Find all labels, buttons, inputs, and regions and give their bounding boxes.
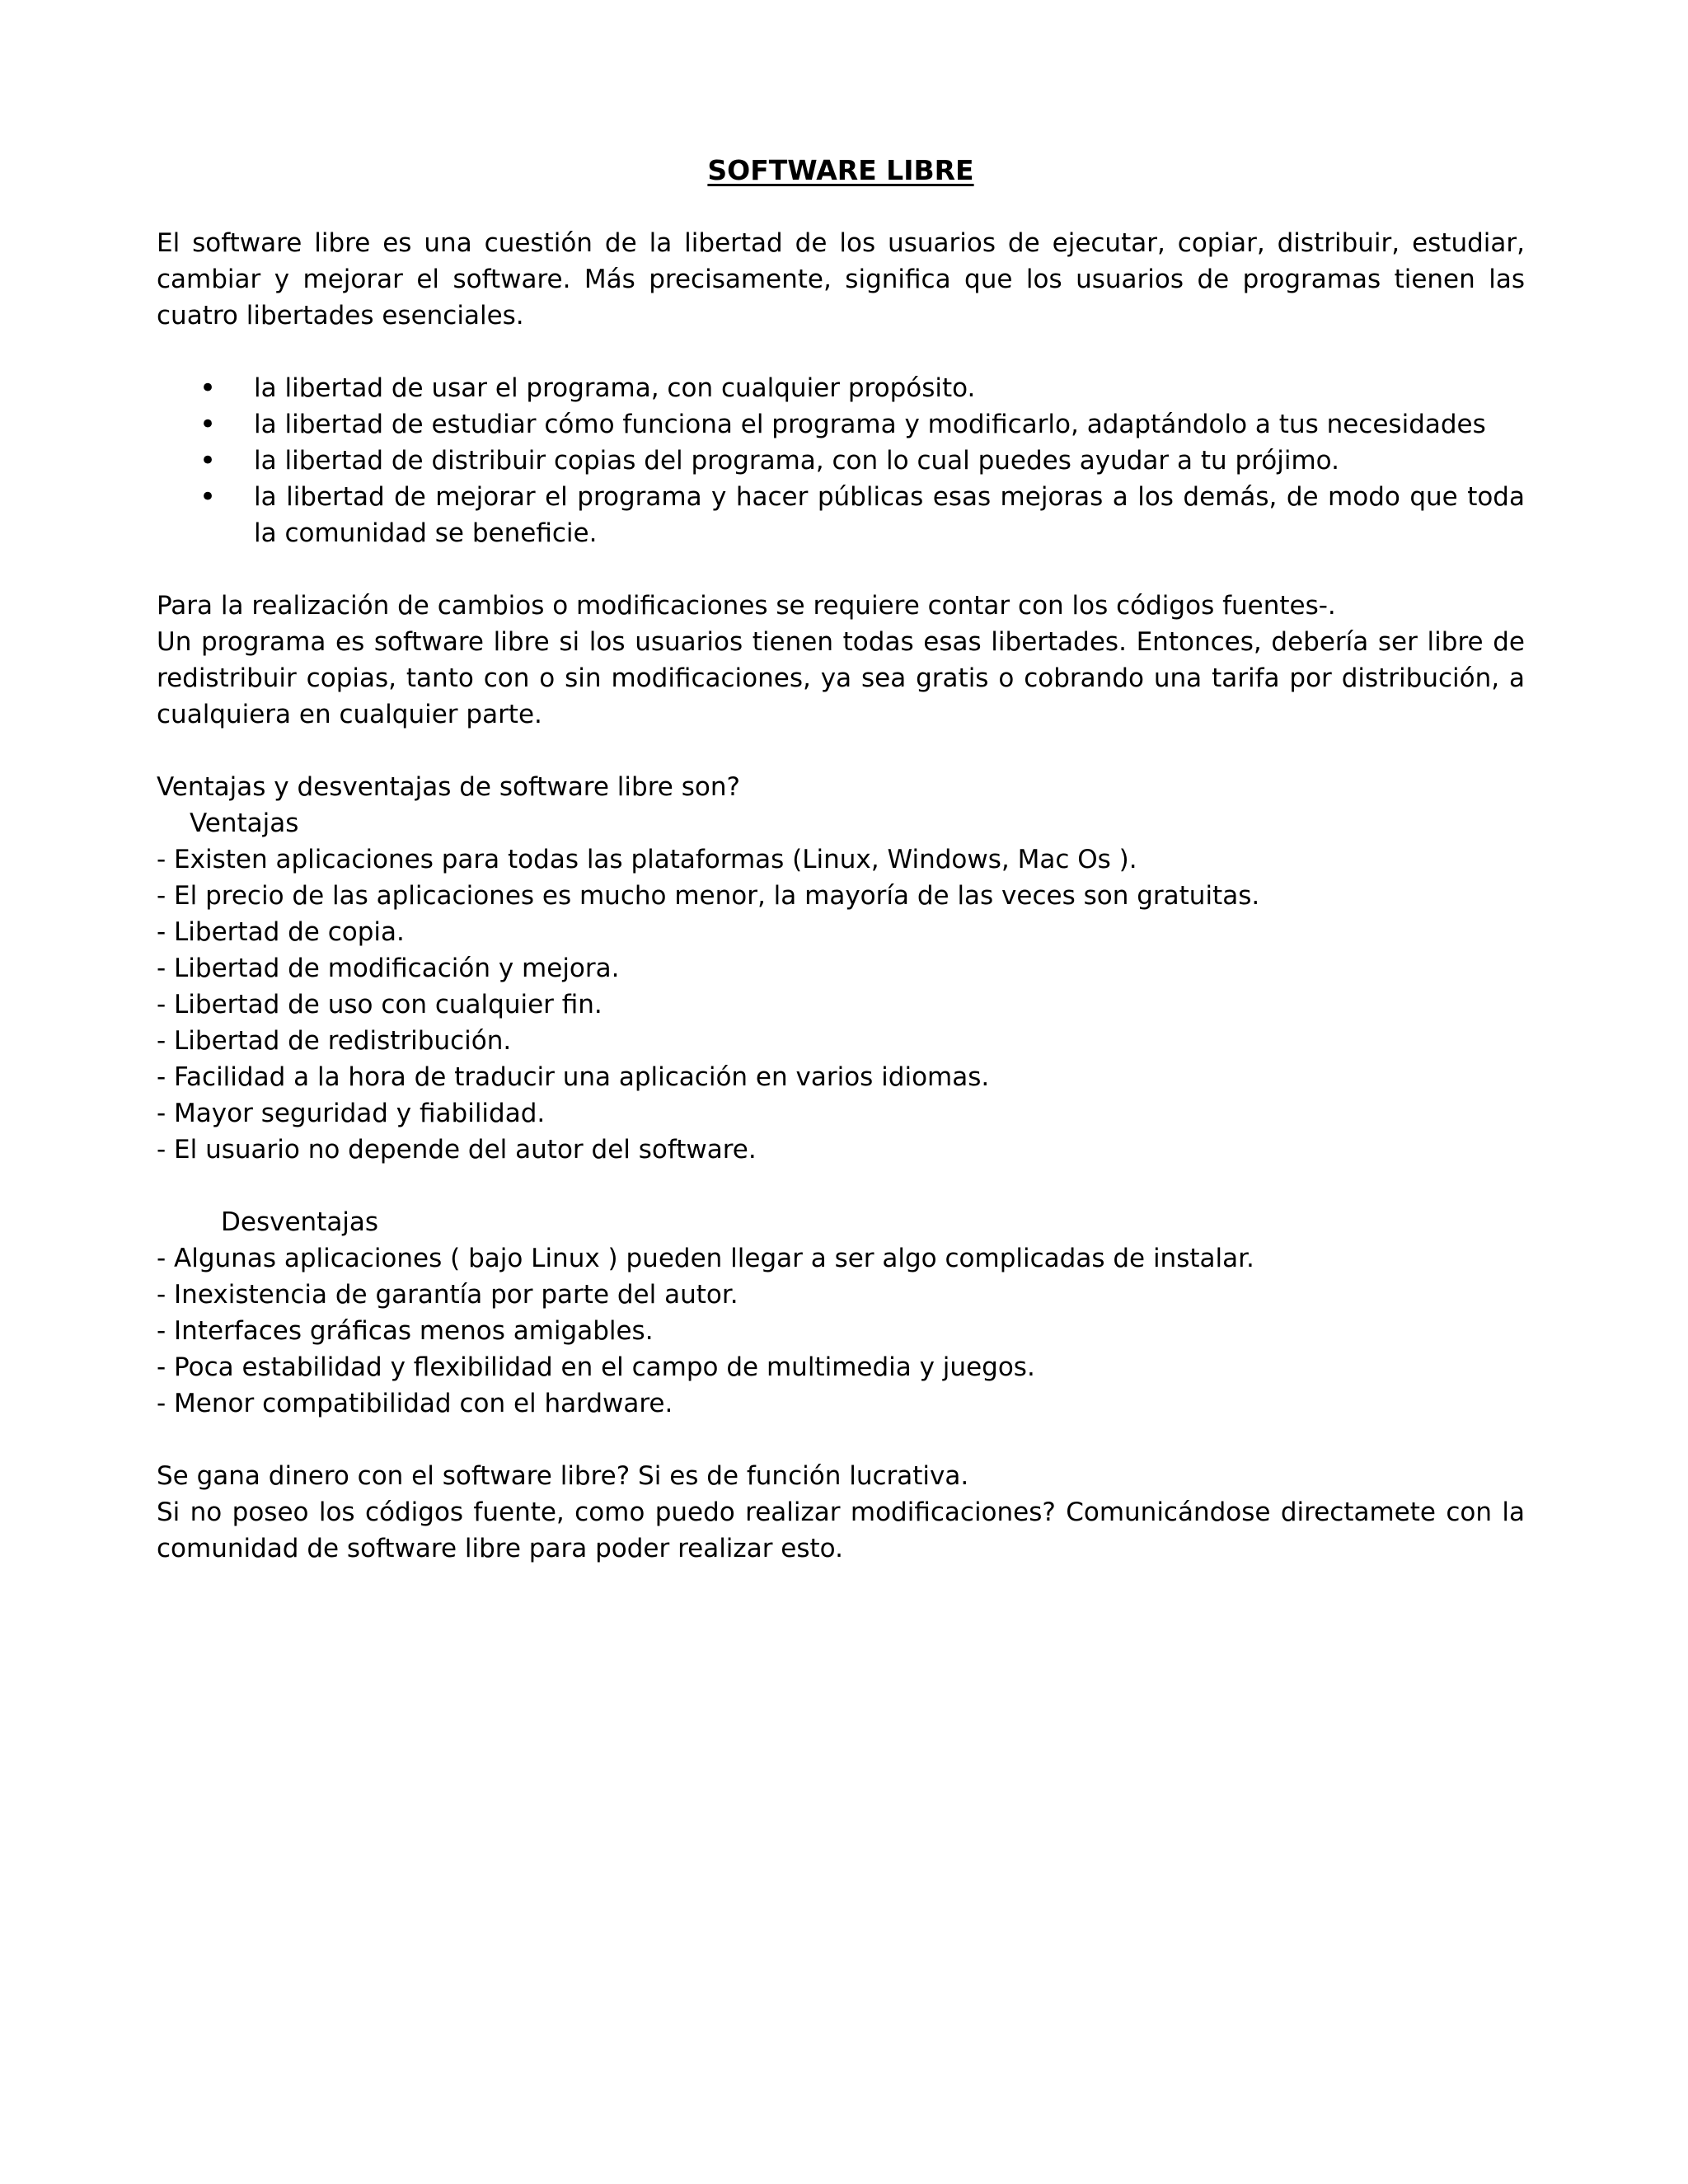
- intro-paragraph: El software libre es una cuestión de la libertad de los usuarios de ejecutar, copiar, distribuir, estudiar, cambiar y mejorar el software. Más precisamente, significa que los usuarios de programas tienen las cuatro libertades esenciales.: [157, 228, 1525, 330]
- list-item: [199, 479, 1525, 551]
- freedom-text: la libertad de estudiar cómo funciona el programa y modificarlo, adaptándolo a tus necesidades: [254, 410, 1486, 439]
- desventaja-item: - Interfaces gráficas menos amigables.: [157, 1316, 654, 1346]
- source-code-note: Para la realización de cambios o modificaciones se requiere contar con los códigos fuentes-.: [157, 591, 1336, 621]
- desventaja-item: - Algunas aplicaciones ( bajo Linux ) pueden llegar a ser algo complicadas de instalar.: [157, 1244, 1254, 1273]
- freedom-text: la libertad de distribuir copias del programa, con lo cual puedes ayudar a tu prójimo.: [254, 446, 1339, 476]
- list-item: [199, 406, 1525, 443]
- definition-paragraph: Un programa es software libre si los usuarios tienen todas esas libertades. Entonces, debería ser libre de redistribuir copias, tanto con o sin modificaciones, ya sea gratis o cobrando una tarifa por distribución, a cualquiera en cualquier parte.: [157, 627, 1525, 729]
- spacer: [157, 1422, 1525, 1458]
- source-question: Si no poseo los códigos fuente, como puedo realizar modificaciones? Comunicándose directamete con la comunidad de software libre para poder realizar esto.: [157, 1497, 1525, 1563]
- ventaja-item: - Libertad de redistribución.: [157, 1026, 512, 1056]
- spacer: [157, 1168, 1525, 1204]
- desventaja-item: - Poca estabilidad y flexibilidad en el campo de multimedia y juegos.: [157, 1352, 1035, 1382]
- ventaja-item: - Existen aplicaciones para todas las plataformas (Linux, Windows, Mac Os ).: [157, 845, 1137, 874]
- spacer: [157, 551, 1525, 588]
- ventaja-item: - Libertad de uso con cualquier fin.: [157, 990, 603, 1019]
- list-item: [199, 370, 1525, 406]
- bullet-icon: •: [199, 372, 217, 405]
- pros-cons-question: Ventajas y desventajas de software libre son?: [157, 772, 740, 802]
- desventajas-heading: Desventajas: [221, 1207, 379, 1237]
- bullet-icon: •: [199, 444, 217, 477]
- bullet-icon: •: [199, 480, 217, 513]
- bullet-icon: •: [199, 408, 217, 441]
- freedom-text: la libertad de mejorar el programa y hacer públicas esas mejoras a los demás, de modo que toda la comunidad se beneficie.: [254, 482, 1525, 548]
- ventaja-item: - Libertad de copia.: [157, 917, 405, 947]
- ventaja-item: - Libertad de modificación y mejora.: [157, 954, 620, 983]
- money-question: Se gana dinero con el software libre? Si es de función lucrativa.: [157, 1461, 969, 1491]
- list-item: [199, 443, 1525, 479]
- ventaja-item: - Facilidad a la hora de traducir una aplicación en varios idiomas.: [157, 1062, 990, 1092]
- freedoms-list: [157, 370, 1525, 551]
- ventajas-heading: Ventajas: [190, 808, 299, 838]
- document-page: [157, 152, 1525, 1567]
- document-title: SOFTWARE LIBRE: [707, 154, 974, 186]
- desventaja-item: - Inexistencia de garantía por parte del autor.: [157, 1280, 738, 1310]
- spacer: [157, 733, 1525, 769]
- ventaja-item: - El usuario no depende del autor del software.: [157, 1135, 757, 1165]
- ventaja-item: - El precio de las aplicaciones es mucho menor, la mayoría de las veces son gratuitas.: [157, 881, 1260, 911]
- spacer: [157, 334, 1525, 370]
- freedom-text: la libertad de usar el programa, con cualquier propósito.: [254, 373, 976, 403]
- desventaja-item: - Menor compatibilidad con el hardware.: [157, 1389, 673, 1418]
- ventaja-item: - Mayor seguridad y fiabilidad.: [157, 1099, 546, 1128]
